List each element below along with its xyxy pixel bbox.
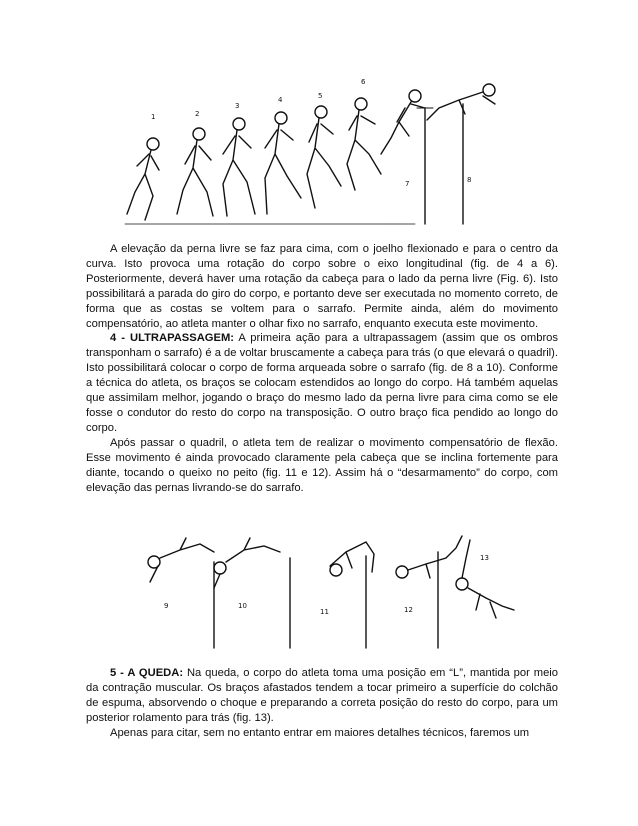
fig-label-8: 8 (467, 176, 472, 184)
fig-label-1: 1 (151, 113, 156, 121)
fig-label-13: 13 (480, 554, 489, 562)
athlete-figure-9 (148, 538, 214, 582)
fig-label-6: 6 (361, 78, 366, 86)
athlete-figure-11 (330, 542, 374, 576)
fig-label-4: 4 (278, 96, 283, 104)
paragraph (86, 726, 558, 741)
fig-label-10: 10 (238, 602, 247, 610)
paragraph (86, 666, 558, 726)
paragraph-text: A primeira ação para a ultrapassagem (assim que os ombros transponham o sarrafo) é a de voltar bruscamente a cabeça para trás (o que elevará o quadril). Isto possibilitará colocar o corpo de forma arqueada sobre o sarrafo (fig. de 8 a 10). Conforme a técnica do atleta, os braços se colocam estendidos ao longo do corpo. Há também aquelas que assimilam melhor, jogando o braço do mesmo lado da perna livre para cima como se ele fosse o condutor do resto do corpo na transposição. O outro braço fica pendido ao longo do corpo. (86, 332, 558, 434)
athlete-figure-6 (347, 98, 381, 190)
athlete-figure-10 (214, 538, 280, 588)
athlete-figure-3 (223, 118, 255, 216)
athlete-figure-8 (427, 84, 495, 120)
athlete-figure-7 (381, 90, 425, 154)
fig-label-9: 9 (164, 602, 169, 610)
athlete-figure-4 (265, 112, 301, 214)
paragraph (86, 331, 558, 435)
athlete-figure-12 (396, 536, 462, 578)
fig-label-11: 11 (320, 608, 329, 616)
section-heading-ultrapassagem: 4 - ULTRAPASSAGEM: (110, 332, 235, 345)
paragraph-text: Apenas para citar, sem no entanto entrar em maiores detalhes técnicos, faremos um (110, 726, 530, 739)
body-text-block-1 (86, 242, 558, 495)
athlete-figure-1 (127, 138, 159, 220)
fig-label-5: 5 (318, 92, 323, 100)
section-heading-queda: 5 - A QUEDA: (110, 667, 184, 679)
paragraph-text: A elevação da perna livre se faz para cima, com o joelho flexionado e para o centro da curva. Isto provoca uma rotação do corpo sobre o eixo longitudinal (fig. de 4 a 6). Posteriormente, deverá haver uma rotação da cabeça para o lado da perna livre (Fig. 6). Isto possibilitará a parada do giro do corpo, e portanto deve ser executada no momento correto, de forma que as costas se voltem para o sarrafo. Permite ainda, além do movimento compensatório, ao atleta manter o olhar fixo no sarrafo, enquanto executa este movimento. (86, 243, 558, 330)
athlete-figure-13 (456, 540, 514, 618)
athlete-figure-2 (177, 128, 213, 216)
athlete-figure-5 (307, 106, 341, 208)
paragraph-text: Na queda, o corpo do atleta toma uma posição em “L”, mantida por meio da contração muscular. Os braços afastados tendem a tocar primeiro a superfície do colchão de espuma, absorvendo o choque e preparando a correta posição do resto do corpo, para um posterior rolamento para trás (fig. 13). (86, 667, 558, 724)
figure-bar-clearance-sequence (140, 522, 540, 652)
fig-label-2: 2 (195, 110, 200, 118)
fig-label-12: 12 (404, 606, 413, 614)
paragraph (86, 436, 558, 496)
fig-label-7: 7 (405, 180, 410, 188)
paragraph (86, 242, 558, 331)
paragraph-text: Após passar o quadril, o atleta tem de realizar o movimento compensatório de flexão. Esse movimento é ainda provocado claramente pela cabeça que se inclina fortemente para diante, tocando o queixo no peito (fig. 11 e 12). Assim há o “desarmamento” do corpo, com elevação das pernas livrando-se do sarrafo. (86, 436, 558, 494)
fig-label-3: 3 (235, 102, 240, 110)
body-text-block-2 (86, 666, 558, 741)
figure-approach-sequence (115, 74, 515, 234)
